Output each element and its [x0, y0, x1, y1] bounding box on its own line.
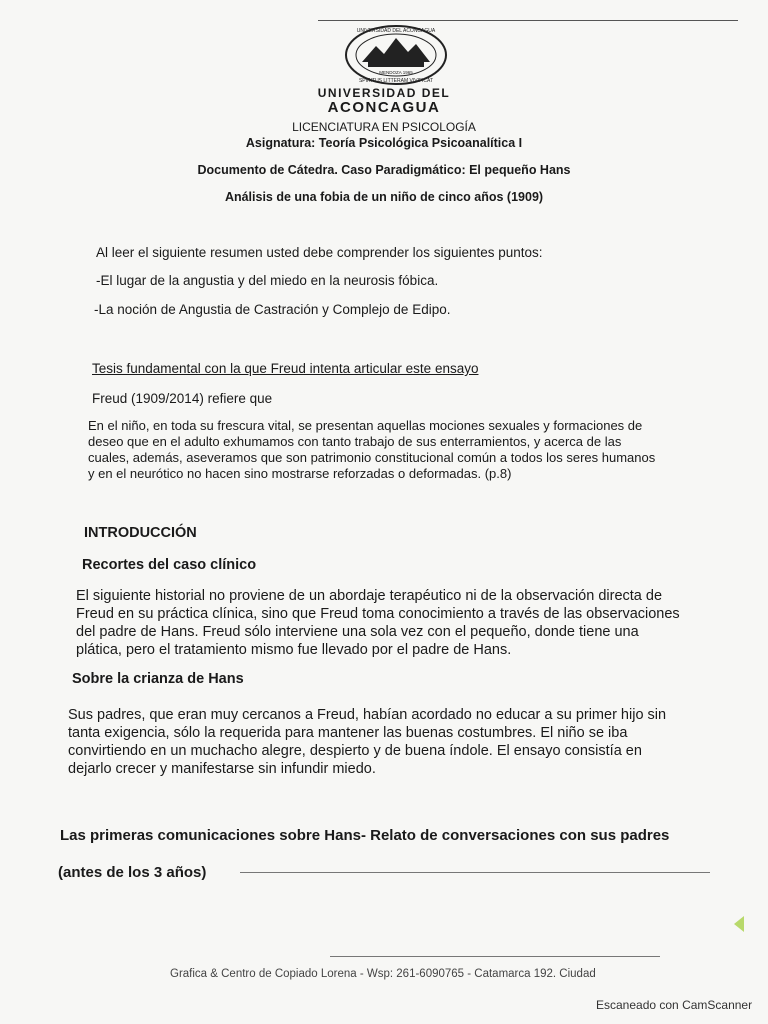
quote-line: cuales, además, aseveramos que son patrimonio constitucional común a todos los seres humanos — [88, 450, 656, 465]
top-rule — [318, 20, 738, 21]
thesis-citation: Freud (1909/2014) refiere que — [92, 391, 273, 406]
separator-line — [240, 872, 710, 873]
analysis-title: Análisis de una fobia de un niño de cinco años (1909) — [224, 190, 544, 204]
quote-line: deseo que en el adulto exhumamos con tanto trabajo de sus enterramientos, y acerca de las — [88, 434, 622, 449]
introduction-heading: INTRODUCCIÓN — [84, 525, 197, 541]
upbringing-paragraph — [68, 706, 666, 778]
case-excerpts-heading: Recortes del caso clínico — [82, 557, 257, 573]
footer-rule — [330, 956, 660, 957]
university-seal-logo — [344, 24, 448, 86]
seal-year: MENDOZA 1965 — [379, 70, 413, 75]
seal-text-top: UNIVERSIDAD DEL ACONCAGUA — [356, 28, 436, 34]
paragraph-line: Freud en su práctica clínica, sino que Freud toma conocimiento a través de las observaciones — [76, 606, 680, 622]
paragraph-line: Sus padres, que eran muy cercanos a Freud, habían acordado no educar a su primer hijo sin — [68, 707, 667, 723]
paragraph-line: convirtiendo en un muchacho alegre, despierto y de buena índole. El ensayo consistía en — [68, 743, 642, 759]
intro-point-1: -El lugar de la angustia y del miedo en la neurosis fóbica. — [96, 273, 439, 288]
upbringing-heading: Sobre la crianza de Hans — [72, 671, 244, 687]
paragraph-line: El siguiente historial no proviene de un abordaje terapéutico ni de la observación directa de — [76, 588, 663, 604]
intro-lead: Al leer el siguiente resumen usted debe comprender los siguientes puntos: — [96, 245, 543, 260]
green-marker — [734, 916, 744, 932]
paragraph-line: plática, pero el tratamiento mismo fue llevado por el padre de Hans. — [76, 642, 512, 658]
thesis-quote — [88, 418, 655, 482]
introduction-paragraph — [76, 587, 680, 659]
intro-point-2: -La noción de Angustia de Castración y Complejo de Edipo. — [94, 302, 451, 317]
quote-line: En el niño, en toda su frescura vital, se presentan aquellas mociones sexuales y formaciones de — [88, 418, 643, 433]
paragraph-line: dejarlo crecer y manifestarse sin infundir miedo. — [68, 761, 376, 777]
first-communications-heading: Las primeras comunicaciones sobre Hans- Relato de conversaciones con sus padres — [60, 827, 670, 844]
university-name-line2: ACONCAGUA — [327, 99, 441, 116]
first-communications-subheading: (antes de los 3 años) — [58, 864, 207, 881]
program-name: LICENCIATURA EN PSICOLOGÍA — [292, 120, 476, 134]
thesis-heading: Tesis fundamental con la que Freud intenta articular este ensayo — [92, 361, 479, 376]
print-shop-footer: Grafica & Centro de Copiado Lorena - Wsp: 261-6090765 - Catamarca 192. Ciudad — [170, 968, 596, 980]
subject-title: Asignatura: Teoría Psicológica Psicoanalítica I — [245, 136, 523, 150]
camscanner-watermark: Escaneado con CamScanner — [596, 998, 753, 1012]
document-title: Documento de Cátedra. Caso Paradigmático: El pequeño Hans — [197, 163, 571, 177]
quote-line: y en el neurótico no hacen sino mostrarse reforzadas o deformadas. (p.8) — [88, 466, 512, 481]
seal-text-bottom: SPIRITUS LITTERAM VIVIFICAT — [358, 78, 434, 84]
paragraph-line: tanta exigencia, sólo la requerida para mantener las buenas costumbres. El niño se iba — [68, 725, 628, 741]
university-name-line1: UNIVERSIDAD DEL — [317, 86, 451, 100]
paragraph-line: del padre de Hans. Freud sólo interviene una sola vez con el pequeño, donde tiene una — [76, 624, 639, 640]
